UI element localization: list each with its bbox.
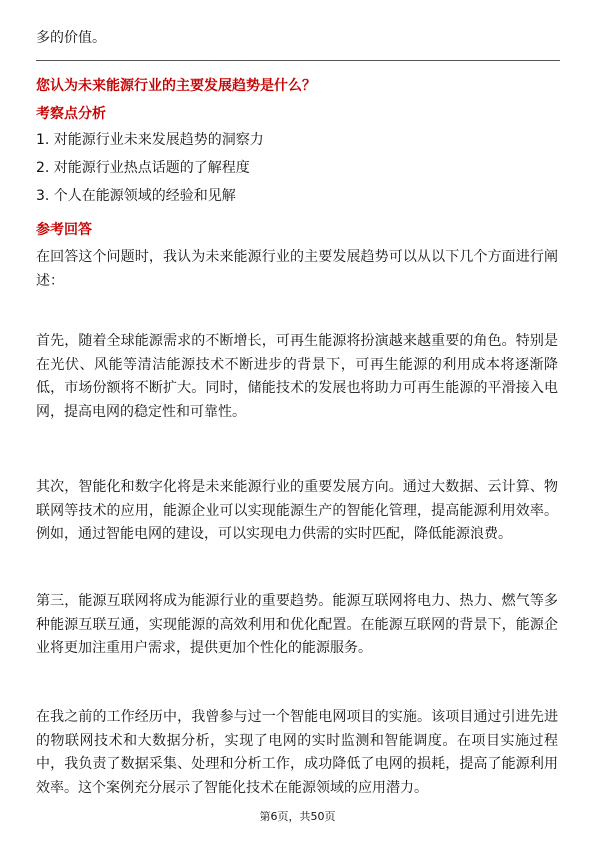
continued-text: 多的价值。 (36, 30, 106, 46)
analysis-item: 1. 对能源行业未来发展趋势的洞察力 (36, 132, 264, 148)
answer-paragraph: 在回答这个问题时，我认为未来能源行业的主要发展趋势可以从以下几个方面进行阐述： (36, 249, 558, 289)
answer-paragraph: 其次，智能化和数字化将是未来能源行业的重要发展方向。通过大数据、云计算、物联网等技术的应用，能源企业可以实现能源生产的智能化管理，提高能源利用效率。例如，通过智能电网的建设，可以实现电力供需的实时匹配，降低能源浪费。 (36, 479, 558, 542)
page-number-footer: 第6页，共50页 (259, 810, 336, 823)
analysis-item: 3. 个人在能源领域的经验和见解 (36, 188, 236, 204)
analysis-item: 2. 对能源行业热点话题的了解程度 (36, 160, 250, 176)
question-heading: 您认为未来能源行业的主要发展趋势是什么？ (36, 78, 316, 94)
answer-paragraph: 在我之前的工作经历中，我曾参与过一个智能电网项目的实施。该项目通过引进先进的物联网技术和大数据分析，实现了电网的实时监测和智能调度。在项目实施过程中，我负责了数据采集、处理和分析工作，成功降低了电网的损耗，提高了能源利用效率。这个案例充分展示了智能化技术在能源领域的应用潜力。 (36, 709, 558, 796)
answer-paragraph: 首先，随着全球能源需求的不断增长，可再生能源将扮演越来越重要的角色。特别是在光伏、风能等清洁能源技术不断进步的背景下，可再生能源的利用成本将逐渐降低，市场份额将不断扩大。同时，储能技术的发展也将助力可再生能源的平滑接入电网，提高电网的稳定性和可靠性。 (36, 333, 558, 420)
answer-heading: 参考回答 (36, 222, 92, 238)
section-divider (36, 60, 560, 61)
analysis-heading: 考察点分析 (36, 106, 106, 122)
answer-paragraph: 第三，能源互联网将成为能源行业的重要趋势。能源互联网将电力、热力、燃气等多种能源互联互通，实现能源的高效利用和优化配置。在能源互联网的背景下，能源企业将更加注重用户需求，提供更加个性化的能源服务。 (36, 593, 558, 656)
